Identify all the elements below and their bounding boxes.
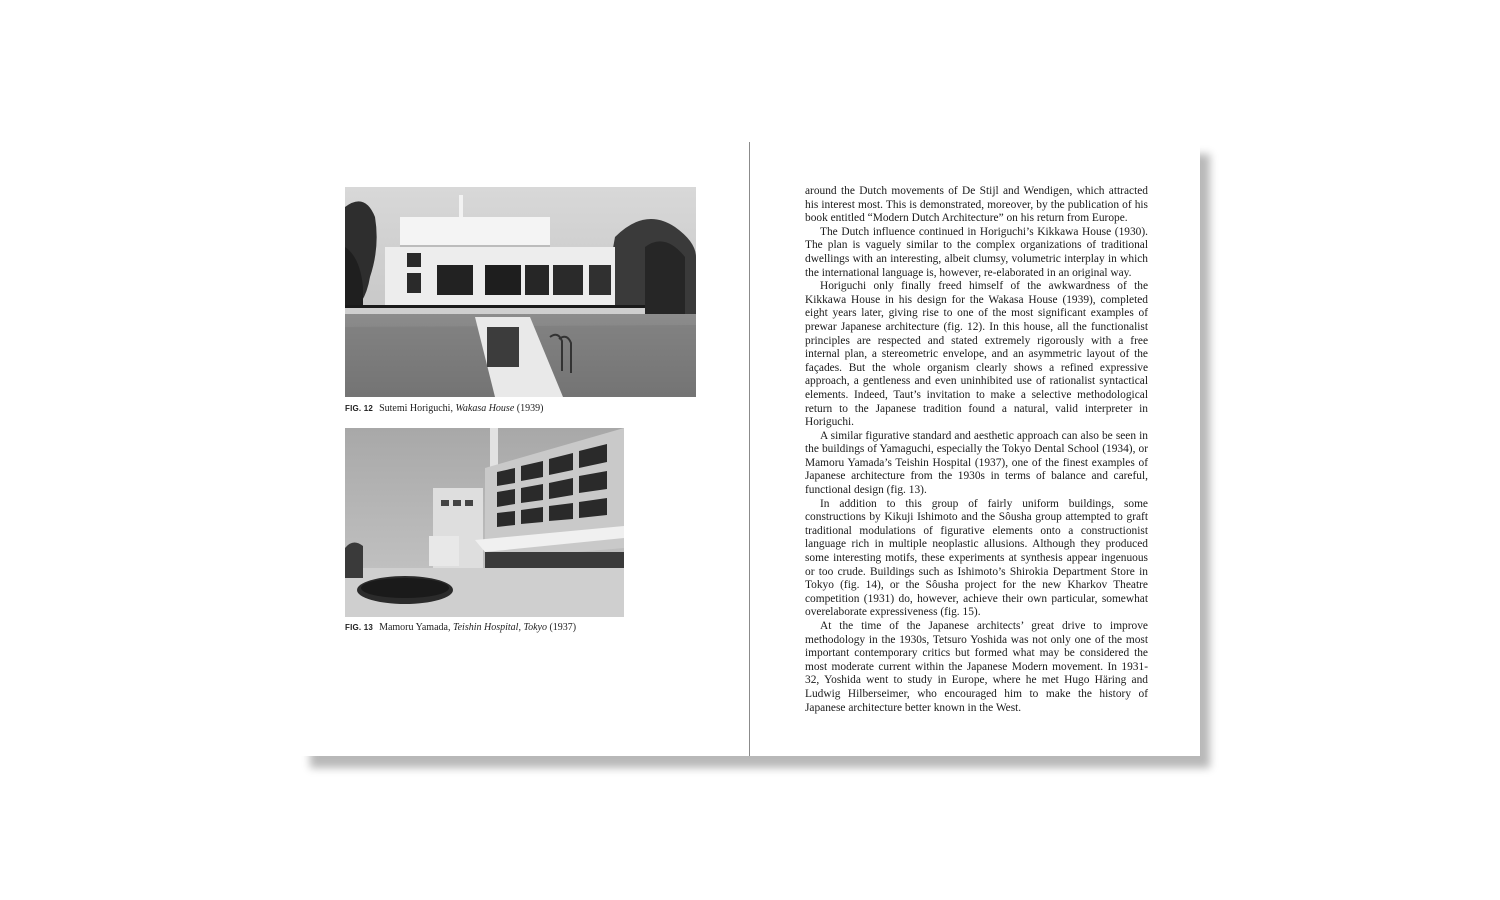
paragraph: At the time of the Japanese architects’ great drive to improve methodology in the 1930s, Tetsuro Yoshida was not only one of the most important contemporary critics but formed what may be considered the most moderate current within the Japanese Modern movement. In 1931-32, Yoshida went to study in Europe, where he met Hugo Häring and Ludwig Hilberseimer, who encouraged him to make the history of Japanese architecture better known in the West. [805,620,1148,714]
figure-12-year: (1939) [514,403,544,414]
wakasa-house-photo [345,187,696,397]
body-text [805,185,1148,715]
paragraph: In addition to this group of fairly uniform buildings, some constructions by Kikuji Ishimoto and the Sôusha group attempted to graft traditional modulations of figurative elements onto a constructionist language rich in multiple neoplastic allusions. Although they produced some interesting motifs, these experiments at synthesis appear ingenuous or too crude. Buildings such as Ishimoto’s Shirokia Department Store in Tokyo (fig. 14), or the Sôusha project for the new Kharkov Theatre competition (1931) do, however, achieve their own particular, somewhat overelaborate expressiveness (fig. 15). [805,497,1148,619]
figure-12-author: Sutemi Horiguchi, [379,403,456,414]
right-page [750,142,1200,756]
figure-13-author: Mamoru Yamada, [379,622,453,633]
left-page [300,142,750,756]
figure-12-caption [345,403,543,414]
book-spread [300,142,1200,756]
teishin-hospital-photo [345,428,624,617]
paragraph: A similar figurative standard and aesthetic approach can also be seen in the buildings of Yamaguchi, especially the Tokyo Dental School (1934), or Mamoru Yamada’s Teishin Hospital (1937), one of the finest examples of Japanese architecture from the 1930s in terms of balance and careful, functional design (fig. 13). [805,429,1148,497]
figure-13-caption [345,622,576,633]
figure-13-label: FIG. 13 [345,623,374,632]
figure-12-label: FIG. 12 [345,404,374,413]
paragraph: The Dutch influence continued in Horiguchi’s Kikkawa House (1930). The plan is vaguely similar to the complex organizations of traditional dwellings with an interesting, albeit clumsy, volumetric interplay in which the international language is, however, re-elaborated in an original way. [805,225,1148,279]
figure-13-year: (1937) [546,622,577,633]
paragraph: Horiguchi only finally freed himself of the awkwardness of the Kikkawa House in his design for the Wakasa House (1939), completed eight years later, giving rise to one of the most significant examples of prewar Japanese architecture (fig. 12). In this house, all the functionalist principles are respected and stated extremely rigorously with a free internal plan, a stereometric envelope, and an asymmetric layout of the façades. But the whole organism clearly shows a refined expressive approach, a gentleness and even uninhibited use of rationalist syntactical elements. Indeed, Taut’s invitation to make a selective methodological return to the Japanese tradition found a natural, valid interpreter in Horiguchi. [805,280,1148,429]
paragraph: around the Dutch movements of De Stijl and Wendigen, which attracted his interest most. This is demonstrated, moreover, by the publication of his book entitled “Modern Dutch Architecture” on his return from Europe. [805,185,1148,225]
figure-12-title: Wakasa House [455,403,515,414]
figure-13-title: Teishin Hospital, Tokyo [452,622,547,633]
